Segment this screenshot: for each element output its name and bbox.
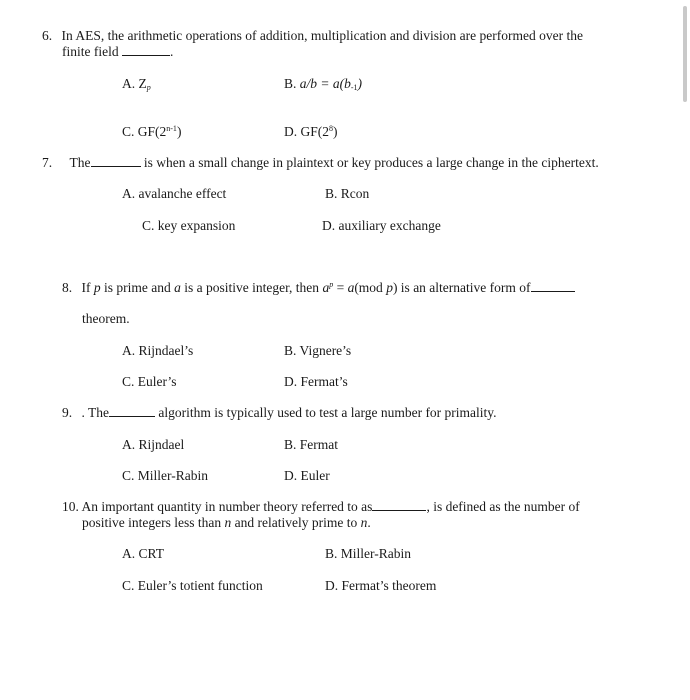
q6-blank: [122, 44, 170, 56]
q10-n: n: [224, 515, 232, 530]
q8-mid2: is a positive integer, then: [184, 280, 320, 295]
q6-number: 6.: [42, 28, 53, 43]
q8-a: a: [174, 280, 181, 295]
q7-blank: [91, 155, 141, 167]
q6-option-a-sub: p: [146, 83, 151, 92]
q8-option-c: C. Euler’s: [122, 374, 177, 389]
q7-line: [42, 155, 599, 171]
q8-if: If: [81, 280, 91, 295]
q9-line: [62, 405, 497, 421]
q8-a2: a: [322, 280, 330, 295]
q8-eq: =: [336, 280, 345, 295]
q8-line1: [62, 280, 575, 296]
q9-option-d: D. Euler: [284, 468, 330, 483]
q6-option-b: [284, 76, 362, 92]
q6-text-line2: finite field: [62, 44, 119, 59]
q6-line1: [42, 28, 583, 44]
q9-post: algorithm is typically used to test a large number for primality.: [158, 405, 497, 420]
q8-option-a: A. Rijndael’s: [122, 343, 194, 358]
q6-text-line1: In AES, the arithmetic operations of addition, multiplication and division are performed over the: [61, 28, 583, 43]
q10-line2-pre: positive integers less than: [82, 515, 222, 530]
q6-option-d: [284, 124, 338, 140]
scrollbar[interactable]: [683, 6, 687, 102]
q9-number: 9.: [62, 405, 73, 420]
q8-line2: theorem.: [82, 311, 130, 326]
q6-period: .: [169, 44, 174, 59]
q9-option-c: C. Miller-Rabin: [122, 468, 208, 483]
q10-number: 10.: [62, 499, 79, 514]
q9-option-b: B. Fermat: [284, 437, 338, 452]
q6-option-d-text: D. GF(2: [284, 124, 330, 139]
q10-pre: An important quantity in number theory referred to as: [81, 499, 373, 514]
q10-n2: n: [360, 515, 368, 530]
q6-option-b-letter: B.: [284, 76, 297, 91]
q10-line1: [62, 499, 580, 515]
q6-option-c-text: C. GF(2: [122, 124, 167, 139]
q10-option-b: B. Miller-Rabin: [325, 546, 411, 561]
q10-line2-end: .: [367, 515, 371, 530]
q10-option-d: D. Fermat’s theorem: [325, 578, 437, 593]
q6-option-d-sup: 8: [329, 124, 334, 133]
q8-option-d: D. Fermat’s: [284, 374, 348, 389]
q6-option-b-text: a/b = a(b: [299, 76, 351, 91]
q6-option-b-sub: -1: [350, 83, 358, 92]
q8-option-b: B. Vignere’s: [284, 343, 352, 358]
q6-option-d-end: ): [333, 124, 338, 139]
q7-option-b: B. Rcon: [325, 186, 370, 201]
q6-option-a-letter: A.: [122, 76, 136, 91]
q6-option-a: [122, 76, 151, 92]
q6-option-c: [122, 124, 181, 140]
q6-option-b-end: ): [357, 76, 363, 91]
q9-pre: . The: [81, 405, 109, 420]
q6-option-c-end: ): [176, 124, 182, 139]
q8-p: p: [93, 280, 101, 295]
q8-number: 8.: [62, 280, 73, 295]
q7-pre: The: [69, 155, 91, 170]
q10-blank: [372, 499, 426, 511]
q8-a3: a: [347, 280, 355, 295]
q8-mod: (mod: [354, 280, 383, 295]
q6-line2: [62, 44, 173, 60]
q10-post: , is defined as the number of: [426, 499, 580, 514]
q6-option-c-sup: n-1: [166, 124, 177, 133]
q7-post: is when a small change in plaintext or key produces a large change in the ciphertext.: [143, 155, 599, 170]
q10-line2-mid: and relatively prime to: [234, 515, 358, 530]
q8-tail: ) is an alternative form of: [392, 280, 531, 295]
q8-blank: [531, 280, 575, 292]
q9-option-a: A. Rijndael: [122, 437, 185, 452]
q10-option-a: A. CRT: [122, 546, 164, 561]
q8-mid1: is prime and: [104, 280, 171, 295]
q6-option-a-text: Z: [138, 76, 147, 91]
q7-option-a: A. avalanche effect: [122, 186, 227, 201]
q8-p-sup: p: [329, 280, 334, 289]
q10-option-c: C. Euler’s totient function: [122, 578, 263, 593]
q9-blank: [109, 405, 155, 417]
q8-p2: p: [386, 280, 393, 295]
q7-number: 7.: [42, 155, 53, 170]
q10-line2: [82, 515, 371, 531]
q7-option-c: C. key expansion: [142, 218, 236, 233]
q7-option-d: D. auxiliary exchange: [322, 218, 441, 233]
